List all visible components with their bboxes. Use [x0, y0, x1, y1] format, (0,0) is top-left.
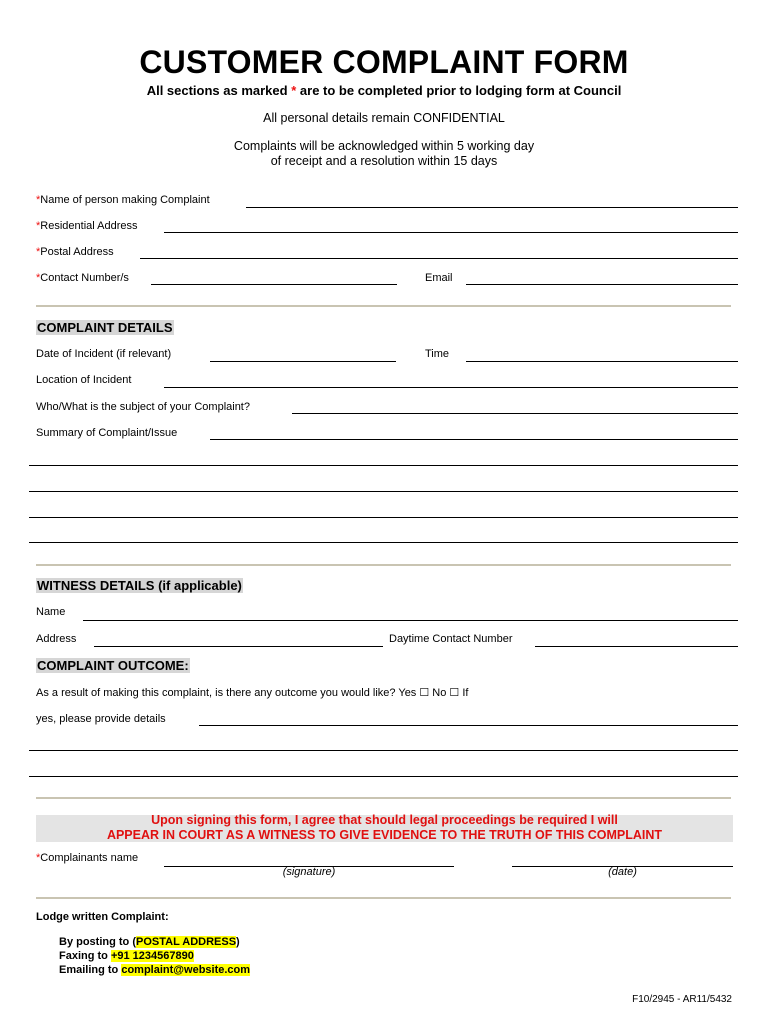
incident-date-field[interactable]	[210, 361, 396, 362]
contact-label-text: Contact Number/s	[40, 272, 129, 284]
time-label: Time	[425, 348, 450, 360]
contact-number-field[interactable]	[151, 284, 397, 285]
name-label	[36, 194, 210, 206]
subject-label: Who/What is the subject of your Complaint?	[36, 401, 250, 413]
lodge-posting-prefix: By posting to (	[59, 936, 136, 948]
postal-address-field[interactable]	[140, 258, 738, 259]
declaration-line1: Upon signing this form, I agree that should legal proceedings be required I will	[151, 813, 618, 827]
declaration-line2: APPEAR IN COURT AS A WITNESS TO GIVE EVIDENCE TO THE TRUTH OF THIS COMPLAINT	[106, 828, 663, 842]
section-divider	[36, 564, 731, 566]
complainant-name-label	[36, 852, 138, 864]
summary-line[interactable]	[29, 491, 738, 492]
email-label: Email	[425, 272, 453, 284]
form-subtitle	[0, 83, 768, 98]
witness-address-field[interactable]	[94, 646, 383, 647]
acknowledge-note-line2: of receipt and a resolution within 15 days	[270, 154, 498, 168]
witness-address-label: Address	[36, 633, 77, 645]
outcome-details-label: yes, please provide details	[36, 713, 166, 725]
required-asterisk: *	[36, 246, 41, 258]
subtitle-post: are to be completed prior to lodging form at Council	[299, 83, 622, 98]
section-divider	[36, 897, 731, 899]
summary-line[interactable]	[29, 542, 738, 543]
witness-name-label: Name	[36, 606, 66, 618]
witness-name-field[interactable]	[83, 620, 738, 621]
residential-label	[36, 220, 138, 232]
postal-address-value: POSTAL ADDRESS	[136, 936, 237, 948]
required-asterisk: *	[36, 220, 41, 232]
fax-number-value: +91 1234567890	[110, 950, 194, 962]
form-title: CUSTOMER COMPLAINT FORM	[139, 44, 629, 80]
lodge-fax-prefix: Faxing to	[59, 950, 111, 962]
acknowledge-note-line1: Complaints will be acknowledged within 5 working day	[233, 139, 535, 153]
postal-label	[36, 246, 114, 258]
summary-line[interactable]	[29, 465, 738, 466]
email-field[interactable]	[466, 284, 738, 285]
residential-address-field[interactable]	[164, 232, 738, 233]
complaint-details-heading: COMPLAINT DETAILS	[37, 320, 173, 335]
lodge-posting-suffix: )	[236, 936, 240, 948]
name-label-text: Name of person making Complaint	[40, 194, 210, 206]
outcome-details-line[interactable]	[29, 776, 738, 777]
summary-label: Summary of Complaint/Issue	[36, 427, 178, 439]
summary-line[interactable]	[29, 517, 738, 518]
location-label: Location of Incident	[36, 374, 132, 386]
email-address-value[interactable]: complaint@website.com	[121, 964, 251, 976]
witness-daytime-label: Daytime Contact Number	[389, 633, 513, 645]
lodge-heading: Lodge written Complaint:	[36, 911, 169, 923]
required-asterisk: *	[36, 272, 41, 284]
lodge-email-prefix: Emailing to	[59, 964, 122, 976]
postal-label-text: Postal Address	[40, 246, 114, 258]
section-divider	[36, 797, 731, 799]
date-label: Date of Incident (if relevant)	[36, 348, 172, 360]
witness-details-heading: WITNESS DETAILS (if applicable)	[37, 578, 242, 593]
required-asterisk: *	[36, 852, 41, 864]
section-divider	[36, 305, 731, 307]
required-asterisk: *	[291, 83, 297, 98]
witness-daytime-field[interactable]	[535, 646, 738, 647]
outcome-question: As a result of making this complaint, is there any outcome you would like? Yes ☐ No ☐ If	[36, 687, 469, 699]
complainant-name-label-text: Complainants name	[40, 852, 139, 864]
lodge-email	[59, 964, 250, 976]
residential-label-text: Residential Address	[40, 220, 138, 232]
required-asterisk: *	[36, 194, 41, 206]
complaint-outcome-heading: COMPLAINT OUTCOME:	[37, 658, 189, 673]
complainant-name-field[interactable]	[246, 207, 738, 208]
contact-label	[36, 272, 129, 284]
form-code: F10/2945 - AR11/5432	[632, 994, 732, 1005]
lodge-posting	[59, 936, 240, 948]
outcome-details-field[interactable]	[199, 725, 738, 726]
outcome-details-line[interactable]	[29, 750, 738, 751]
incident-time-field[interactable]	[466, 361, 738, 362]
date-caption: (date)	[608, 866, 637, 878]
incident-location-field[interactable]	[164, 387, 738, 388]
subtitle-pre: All sections as marked	[146, 83, 288, 98]
lodge-fax	[59, 950, 194, 962]
summary-field[interactable]	[210, 439, 738, 440]
complaint-subject-field[interactable]	[292, 413, 738, 414]
signature-caption: (signature)	[282, 866, 336, 878]
confidential-note: All personal details remain CONFIDENTIAL	[263, 111, 505, 125]
